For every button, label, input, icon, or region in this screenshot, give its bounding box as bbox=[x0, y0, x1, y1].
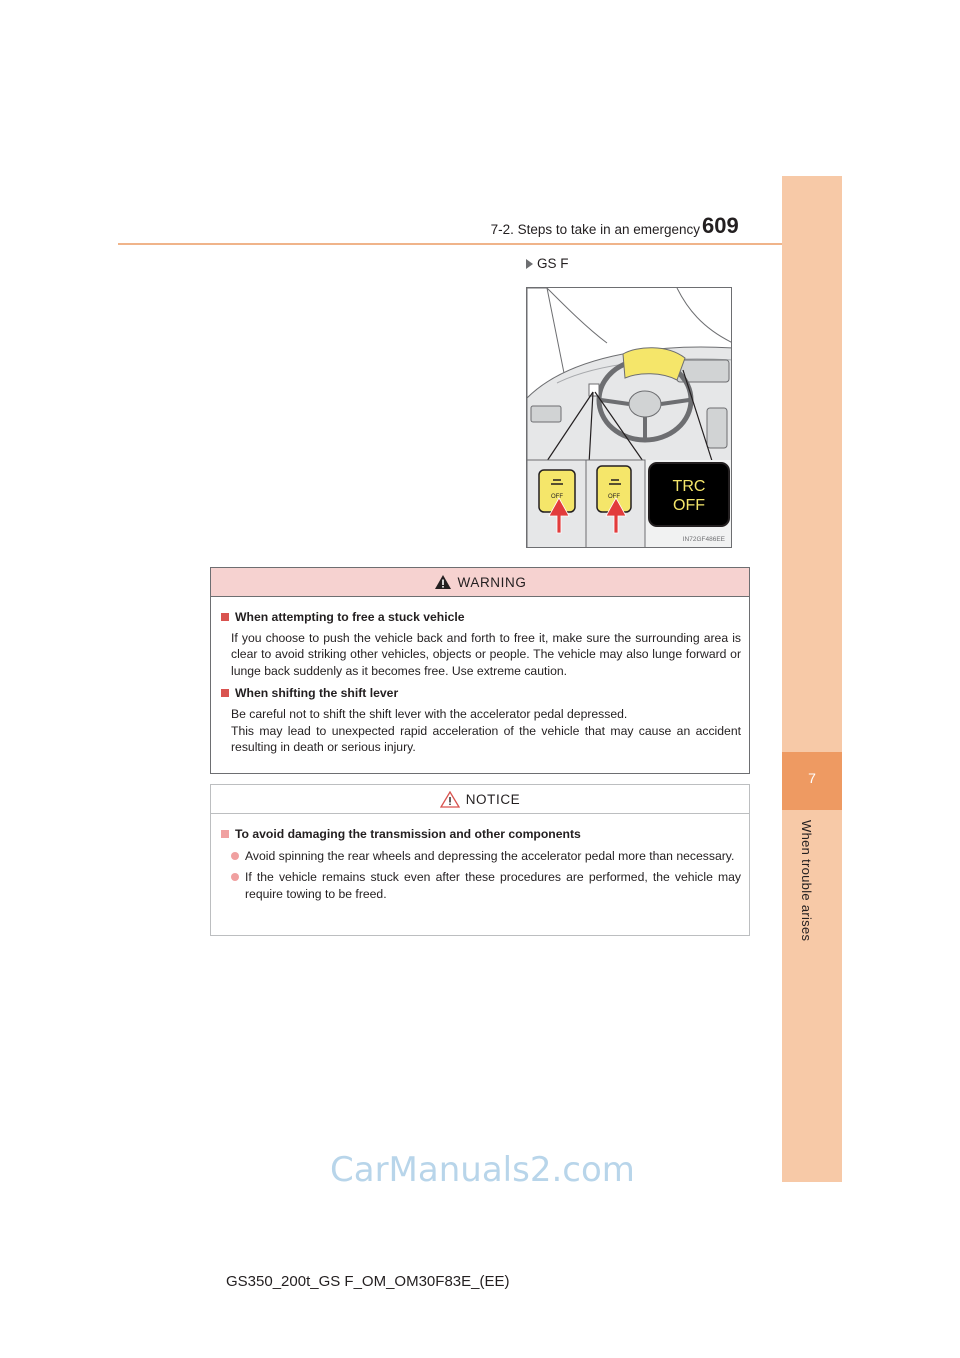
square-bullet-icon bbox=[221, 613, 229, 621]
chapter-label: When trouble arises bbox=[799, 820, 814, 942]
chapter-side-tab bbox=[782, 176, 842, 1182]
notice-header bbox=[211, 785, 749, 814]
small-button-right-text: OFF bbox=[608, 494, 620, 500]
trc-label-line2: OFF bbox=[673, 497, 705, 514]
round-bullet-icon bbox=[231, 873, 239, 881]
notice-bullet-item: Avoid spinning the rear wheels and depressing the accelerator pedal more than necessary. bbox=[229, 848, 741, 865]
section-title: 7-2. Steps to take in an emergency bbox=[490, 222, 700, 237]
warning-box bbox=[210, 567, 750, 774]
warning-body bbox=[211, 597, 749, 756]
notice-bullet-item: If the vehicle remains stuck even after these procedures are performed, the vehicle may require towing to be freed. bbox=[229, 869, 741, 902]
warning-item-text: Be careful not to shift the shift lever with the accelerator pedal depressed. This may lead to unexpected rapid acceleration of the vehicle that may cause an accident resulting in death or serious injury. bbox=[231, 706, 741, 755]
notice-box bbox=[210, 784, 750, 936]
notice-item-title: To avoid damaging the transmission and other components bbox=[229, 826, 741, 843]
cockpit-drawing bbox=[527, 288, 732, 548]
chapter-number: 7 bbox=[808, 770, 816, 786]
watermark: CarManuals2.com bbox=[330, 1150, 635, 1190]
warning-item-text: If you choose to push the vehicle back and forth to free it, make sure the surrounding area is clear to avoid striking other vehicles, objects or people. The vehicle may also lunge forward or lunge back suddenly as it becomes free. Use extreme caution. bbox=[231, 630, 741, 678]
warning-triangle-icon bbox=[434, 574, 452, 590]
square-bullet-icon bbox=[221, 689, 229, 697]
footer-document-code: GS350_200t_GS F_OM_OM30F83E_(EE) bbox=[226, 1273, 510, 1290]
round-bullet-icon bbox=[231, 852, 239, 860]
header-divider bbox=[118, 243, 841, 245]
warning-item-title: When shifting the shift lever bbox=[229, 685, 741, 702]
caution-triangle-icon bbox=[440, 791, 460, 808]
notice-title: NOTICE bbox=[465, 791, 521, 807]
notice-body bbox=[211, 814, 749, 902]
trc-label-line1: TRC bbox=[672, 478, 706, 495]
warning-header bbox=[211, 568, 749, 597]
small-button-left-text: OFF bbox=[551, 494, 563, 500]
variant-label-text: GS F bbox=[537, 256, 569, 271]
illustration-code: IN72GF486EE bbox=[682, 536, 725, 543]
warning-item-title: When attempting to free a stuck vehicle bbox=[229, 609, 741, 626]
triangle-bullet-icon bbox=[526, 259, 533, 269]
cockpit-illustration bbox=[526, 287, 732, 548]
page-number: 609 bbox=[702, 213, 739, 238]
warning-title: WARNING bbox=[457, 574, 527, 590]
square-bullet-icon bbox=[221, 830, 229, 838]
variant-label bbox=[526, 256, 569, 271]
